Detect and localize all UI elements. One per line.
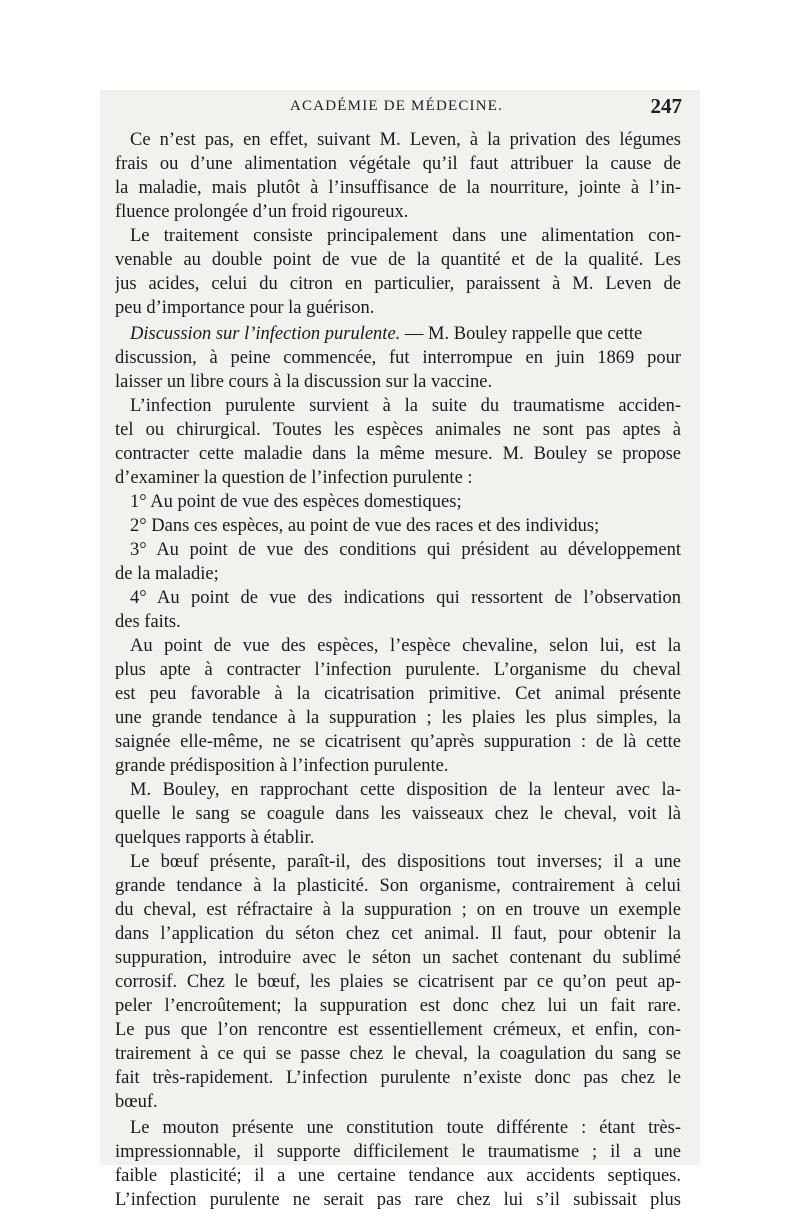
text-line: peu d’importance pour la guérison. [115, 298, 375, 318]
text-line: L’infection purulente survient à la suite du traumatisme acciden- [130, 396, 681, 416]
text-line: M. Bouley, en rapprochant cette disposition de la lenteur avec la- [130, 780, 681, 800]
text-line: contracter cette maladie dans la même mesure. M. Bouley se propose [115, 444, 681, 464]
text-line: quelle le sang se coagule dans les vaisseaux chez le cheval, voit là [115, 804, 681, 824]
text-line: trairement à ce qui se passe chez le cheval, la coagulation du sang se [115, 1044, 681, 1064]
text-line: plus apte à contracter l’infection purulente. L’organisme du cheval [115, 660, 681, 680]
text-line: suppuration, introduire avec le séton un sachet contenant du sublimé [115, 948, 681, 968]
text-line: jus acides, celui du citron en particulier, paraissent à M. Leven de [115, 274, 681, 294]
discussion-heading: Discussion sur l’infection purulente. [130, 324, 401, 344]
text-line: est peu favorable à la cicatrisation primitive. Cet animal présente [115, 684, 681, 704]
text-line: Le pus que l’on rencontre est essentiellement crémeux, et enfin, con- [115, 1020, 681, 1040]
text-line: la maladie, mais plutôt à l’insuffisance de la nourriture, jointe à l’in- [115, 178, 681, 198]
text-line: saignée elle-même, ne se cicatrisent qu’après suppuration : de là cette [115, 732, 681, 752]
text-line: peler l’encroûtement; la suppuration est donc chez lui un fait rare. [115, 996, 681, 1016]
text-line: fluence prolongée d’un froid rigoureux. [115, 202, 409, 222]
text-line: faible plasticité; il a une certaine tendance aux accidents septiques. [115, 1166, 681, 1186]
text-line: grande tendance à la plasticité. Son organisme, contrairement à celui [115, 876, 681, 896]
text-line: de la maladie; [115, 564, 219, 584]
discussion-heading-line [115, 321, 681, 347]
page-number: 247 [650, 94, 682, 118]
text-line: corrosif. Chez le bœuf, les plaies se cicatrisent par ce qu’on peut ap- [115, 972, 681, 992]
list-item: 4° Au point de vue des indications qui ressortent de l’observation [130, 588, 681, 608]
text-line: discussion, à peine commencée, fut interrompue en juin 1869 pour [115, 348, 681, 368]
text-line: venable au double point de vue de la quantité et de la qualité. Les [115, 250, 681, 270]
text-line: des faits. [115, 612, 181, 632]
text-line: tel ou chirurgical. Toutes les espèces animales ne sont pas aptes à [115, 420, 681, 440]
text-line: d’examiner la question de l’infection purulente : [115, 468, 473, 488]
text-line: bœuf. [115, 1092, 158, 1112]
text-line: dans l’application du séton chez cet animal. Il faut, pour obtenir la [115, 924, 681, 944]
running-head [100, 94, 700, 120]
text-line: L’infection purulente ne serait pas rare chez lui s’il subissait plus [115, 1190, 681, 1210]
text-line: quelques rapports à établir. [115, 828, 315, 848]
text-line: laisser un libre cours à la discussion sur la vaccine. [115, 372, 493, 392]
discussion-heading-rest: — M. Bouley rappelle que cette [404, 324, 643, 344]
text-line: Le traitement consiste principalement dans une alimentation con- [130, 226, 681, 246]
text-line: frais ou d’une alimentation végétale qu’il faut attribuer la cause de [115, 154, 681, 174]
text-line: impressionnable, il supporte difficilement le traumatisme ; il a une [115, 1142, 681, 1162]
text-line: Au point de vue des espèces, l’espèce chevaline, selon lui, est la [130, 636, 681, 656]
list-item: 2° Dans ces espèces, au point de vue des races et des individus; [130, 516, 600, 536]
text-line: du cheval, est réfractaire à la suppuration ; on en trouve un exemple [115, 900, 681, 920]
text-line: Le bœuf présente, paraît-il, des dispositions tout inverses; il a une [130, 852, 681, 872]
list-item: 3° Au point de vue des conditions qui président au développement [130, 540, 681, 560]
scanned-page [100, 90, 700, 1165]
running-head-title: ACADÉMIE DE MÉDECINE. [290, 98, 504, 114]
list-item: 1° Au point de vue des espèces domestiques; [130, 492, 462, 512]
text-line: Le mouton présente une constitution toute différente : étant très- [130, 1118, 681, 1138]
text-line: grande prédisposition à l’infection purulente. [115, 756, 449, 776]
text-line: fait très-rapidement. L’infection purulente n’existe donc pas chez le [115, 1068, 681, 1088]
text-line: Ce n’est pas, en effet, suivant M. Leven, à la privation des légumes [130, 130, 681, 150]
text-line: une grande tendance à la suppuration ; les plaies les plus simples, la [115, 708, 681, 728]
